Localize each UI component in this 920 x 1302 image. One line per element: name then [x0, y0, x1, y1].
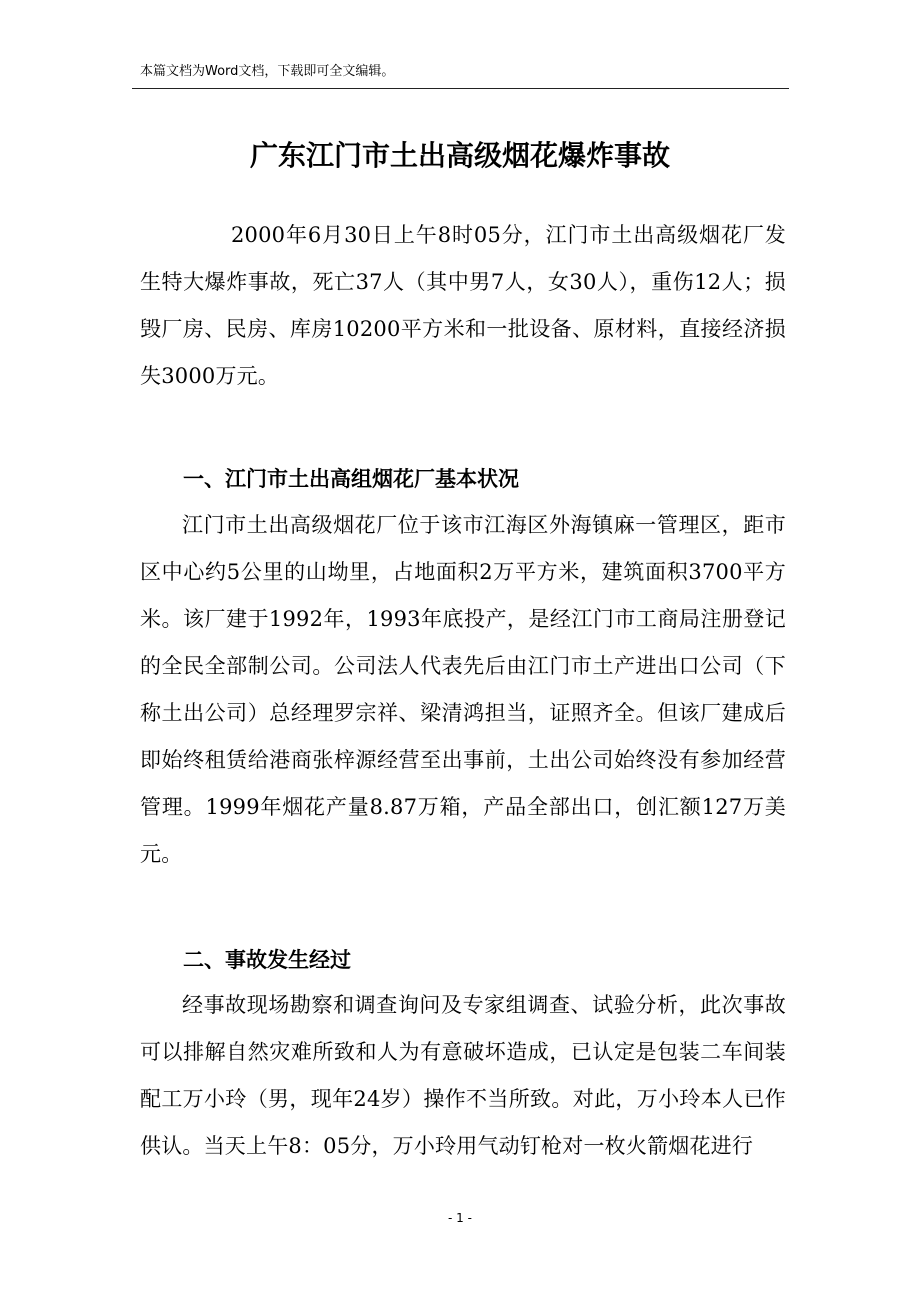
intro-text: 2000年6月30日上午8时05分，江门市土出高级烟花厂发生特大爆炸事故，死亡37人（其中男7人，女30人），重伤12人；损毁厂房、民房、库房10200平方米和一批设备、原材料，直接经济损失3000万元。 — [140, 223, 786, 388]
document-title: 广东江门市土出高级烟花爆炸事故 — [249, 139, 670, 172]
section-paragraph-accident-process: 经事故现场勘察和调查询问及专家组调查、试验分析，此次事故可以排解自然灾难所致和人为有意破坏造成，已认定是包装二车间装配工万小玲（男，现年24岁）操作不当所致。对此，万小玲本人已作供认。当天上午8：05分，万小玲用气动钉枪对一枚火箭烟花进行 — [140, 993, 786, 1158]
header-divider — [132, 88, 789, 89]
section-heading-basic-status: 一、江门市土出高组烟花厂基本状况 — [183, 466, 519, 491]
section-heading-accident-process: 二、事故发生经过 — [183, 947, 351, 972]
page-number: - 1 - — [448, 1211, 472, 1225]
intro-paragraph — [140, 212, 786, 400]
header-note: 本篇文档为Word文档，下载即可全文编辑。 — [140, 64, 395, 79]
section-paragraph-basic-status: 江门市土出高级烟花厂位于该市江海区外海镇麻一管理区，距市区中心约5公里的山坳里，占地面积2万平方米，建筑面积3700平方米。该厂建于1992年，1993年底投产，是经江门市工商局注册登记的全民全部制公司。公司法人代表先后由江门市土产进出口公司（下称土出公司）总经理罗宗祥、梁清鸿担当，证照齐全。但该厂建成后即始终租赁给港商张梓源经营至出事前，土出公司始终没有参加经营管理。1999年烟花产量8.87万箱，产品全部出口，创汇额127万美元。 — [140, 513, 787, 866]
